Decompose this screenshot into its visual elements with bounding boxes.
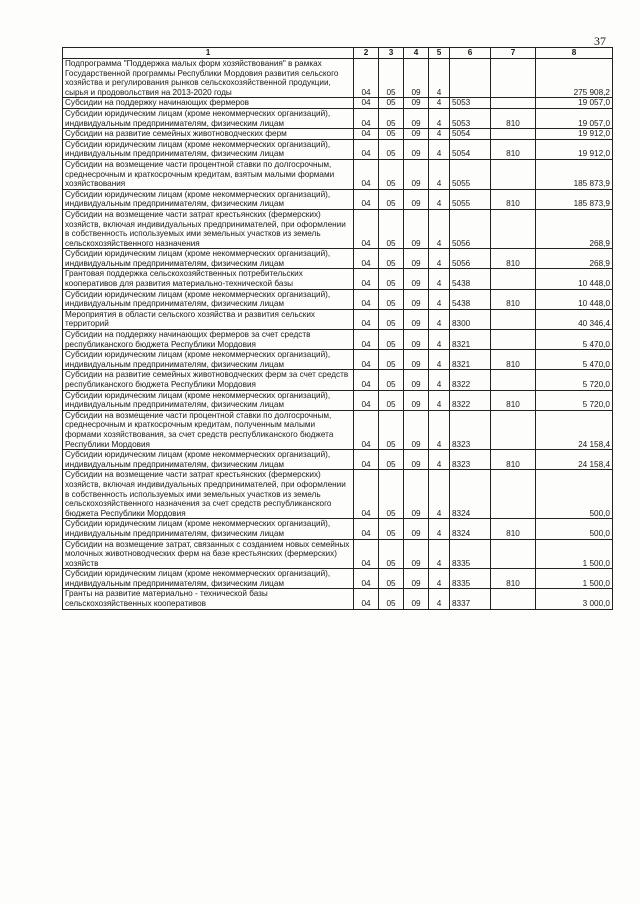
row-col-6-cell: 8324 <box>450 519 491 539</box>
row-name-cell: Субсидии юридическим лицам (кроме некоммерческих организаций), индивидуальным предпринимателям, физическим лицам <box>63 108 354 128</box>
row-col-7-cell: 810 <box>491 450 536 470</box>
row-col-3-cell: 05 <box>379 539 404 569</box>
row-col-6-cell: 5055 <box>450 189 491 209</box>
row-amount-cell: 268,9 <box>536 249 613 269</box>
row-col-6-cell: 8300 <box>450 309 491 329</box>
row-col-6-cell: 5055 <box>450 159 491 189</box>
row-col-4-cell: 09 <box>404 450 429 470</box>
row-col-5-cell: 4 <box>429 390 450 410</box>
header-col-3: 3 <box>379 48 404 59</box>
table-row <box>63 569 613 589</box>
row-col-4-cell: 09 <box>404 370 429 390</box>
row-col-2-cell: 04 <box>354 350 379 370</box>
row-col-3-cell: 05 <box>379 129 404 140</box>
row-amount-cell: 500,0 <box>536 470 613 519</box>
row-col-2-cell: 04 <box>354 249 379 269</box>
row-col-6-cell: 5054 <box>450 139 491 159</box>
row-col-6-cell <box>450 59 491 98</box>
row-name-cell: Гранты на развитие материально - технической базы сельскохозяйственных кооперативов <box>63 589 354 609</box>
row-col-4-cell: 09 <box>404 519 429 539</box>
row-col-3-cell: 05 <box>379 350 404 370</box>
table-row <box>63 330 613 350</box>
row-col-5-cell: 4 <box>429 189 450 209</box>
row-col-3-cell: 05 <box>379 249 404 269</box>
row-col-5-cell: 4 <box>429 289 450 309</box>
row-col-4-cell: 09 <box>404 189 429 209</box>
table-row <box>63 309 613 329</box>
row-name-cell: Субсидии на возмещение затрат, связанных с созданием новых семейных молочных животноводческих ферм на базе крестьянских (фермерских) хозяйств <box>63 539 354 569</box>
table-row <box>63 159 613 189</box>
row-col-6-cell: 8337 <box>450 589 491 609</box>
row-col-4-cell: 09 <box>404 159 429 189</box>
row-amount-cell: 5 470,0 <box>536 330 613 350</box>
row-col-3-cell: 05 <box>379 519 404 539</box>
row-col-3-cell: 05 <box>379 309 404 329</box>
row-name-cell: Субсидии юридическим лицам (кроме некоммерческих организаций), индивидуальным предпринимателям, физическим лицам <box>63 519 354 539</box>
row-col-7-cell <box>491 309 536 329</box>
row-col-5-cell: 4 <box>429 309 450 329</box>
row-amount-cell: 3 000,0 <box>536 589 613 609</box>
header-col-7: 7 <box>491 48 536 59</box>
row-col-3-cell: 05 <box>379 108 404 128</box>
row-col-5-cell: 4 <box>429 129 450 140</box>
row-amount-cell: 19 912,0 <box>536 129 613 140</box>
row-name-cell: Субсидии на возмещение части процентной ставки по долгосрочным, среднесрочным и краткосрочным кредитам, взятым малыми формами хозяйствования <box>63 159 354 189</box>
row-col-4-cell: 09 <box>404 410 429 449</box>
row-col-7-cell: 810 <box>491 350 536 370</box>
row-col-2-cell: 04 <box>354 159 379 189</box>
row-amount-cell: 1 500,0 <box>536 569 613 589</box>
row-col-6-cell: 5053 <box>450 98 491 109</box>
row-col-4-cell: 09 <box>404 249 429 269</box>
row-col-2-cell: 04 <box>354 390 379 410</box>
row-name-cell: Субсидии на развитие семейных животноводческих ферм <box>63 129 354 140</box>
row-col-6-cell: 5438 <box>450 269 491 289</box>
row-col-3-cell: 05 <box>379 159 404 189</box>
row-col-7-cell <box>491 59 536 98</box>
header-col-4: 4 <box>404 48 429 59</box>
row-col-6-cell: 8322 <box>450 390 491 410</box>
table-row <box>63 539 613 569</box>
row-col-3-cell: 05 <box>379 189 404 209</box>
row-col-4-cell: 09 <box>404 108 429 128</box>
row-amount-cell: 24 158,4 <box>536 450 613 470</box>
table-row <box>63 470 613 519</box>
row-col-6-cell: 5056 <box>450 249 491 269</box>
row-name-cell: Субсидии юридическим лицам (кроме некоммерческих организаций), индивидуальным предпринимателям, физическим лицам <box>63 249 354 269</box>
row-name-cell: Субсидии на возмещение части затрат крестьянских (фермерских) хозяйств, включая индивидуальных предпринимателей, при оформлении в собственность используемых ими земельных участков из земель сельскохозяйственного назначения за счет средств республиканского бюджета Республики Мордовия <box>63 470 354 519</box>
table-row <box>63 59 613 98</box>
row-col-2-cell: 04 <box>354 519 379 539</box>
row-col-5-cell: 4 <box>429 470 450 519</box>
row-col-2-cell: 04 <box>354 589 379 609</box>
table-row <box>63 519 613 539</box>
row-col-3-cell: 05 <box>379 330 404 350</box>
row-col-4-cell: 09 <box>404 209 429 248</box>
row-col-4-cell: 09 <box>404 59 429 98</box>
row-name-cell: Грантовая поддержка сельскохозяйственных потребительских кооперативов для развития материально-технической базы <box>63 269 354 289</box>
row-col-5-cell: 4 <box>429 209 450 248</box>
row-col-3-cell: 05 <box>379 209 404 248</box>
row-col-2-cell: 04 <box>354 108 379 128</box>
row-col-2-cell: 04 <box>354 209 379 248</box>
row-name-cell: Субсидии на развитие семейных животноводческих ферм за счет средств республиканского бюджета Республики Мордовия <box>63 370 354 390</box>
row-col-4-cell: 09 <box>404 289 429 309</box>
row-col-3-cell: 05 <box>379 289 404 309</box>
row-col-2-cell: 04 <box>354 139 379 159</box>
table-row <box>63 289 613 309</box>
table-row <box>63 370 613 390</box>
row-name-cell: Субсидии юридическим лицам (кроме некоммерческих организаций), индивидуальным предпринимателям, физическим лицам <box>63 450 354 470</box>
row-col-7-cell <box>491 589 536 609</box>
row-name-cell: Субсидии на возмещение части затрат крестьянских (фермерских) хозяйств, включая индивидуальных предпринимателей, при оформлении в собственность используемых ими земельных участков из земель сельскохозяйственного назначения <box>63 209 354 248</box>
row-col-3-cell: 05 <box>379 139 404 159</box>
table-row <box>63 589 613 609</box>
row-col-5-cell: 4 <box>429 450 450 470</box>
row-col-2-cell: 04 <box>354 189 379 209</box>
table-row <box>63 209 613 248</box>
budget-table <box>62 47 613 610</box>
row-col-4-cell: 09 <box>404 269 429 289</box>
row-amount-cell: 275 908,2 <box>536 59 613 98</box>
row-col-6-cell: 8323 <box>450 410 491 449</box>
row-amount-cell: 500,0 <box>536 519 613 539</box>
table-row <box>63 450 613 470</box>
row-col-2-cell: 04 <box>354 370 379 390</box>
row-name-cell: Мероприятия в области сельского хозяйства и развития сельских территорий <box>63 309 354 329</box>
row-name-cell: Субсидии юридическим лицам (кроме некоммерческих организаций), индивидуальным предпринимателям, физическим лицам <box>63 189 354 209</box>
table-row <box>63 139 613 159</box>
row-col-4-cell: 09 <box>404 470 429 519</box>
row-col-7-cell: 810 <box>491 569 536 589</box>
row-col-4-cell: 09 <box>404 589 429 609</box>
table-row <box>63 350 613 370</box>
table-row <box>63 249 613 269</box>
row-col-3-cell: 05 <box>379 370 404 390</box>
row-col-4-cell: 09 <box>404 569 429 589</box>
row-name-cell: Субсидии юридическим лицам (кроме некоммерческих организаций), индивидуальным предпринимателям, физическим лицам <box>63 350 354 370</box>
row-col-6-cell: 8321 <box>450 350 491 370</box>
table-body <box>63 59 613 610</box>
row-col-4-cell: 09 <box>404 309 429 329</box>
header-col-2: 2 <box>354 48 379 59</box>
row-amount-cell: 5 720,0 <box>536 390 613 410</box>
row-col-4-cell: 09 <box>404 330 429 350</box>
row-col-2-cell: 04 <box>354 269 379 289</box>
row-col-4-cell: 09 <box>404 139 429 159</box>
row-col-5-cell: 4 <box>429 569 450 589</box>
row-col-2-cell: 04 <box>354 470 379 519</box>
row-col-3-cell: 05 <box>379 569 404 589</box>
row-col-7-cell <box>491 539 536 569</box>
row-col-4-cell: 09 <box>404 539 429 569</box>
row-name-cell: Субсидии на поддержку начинающих фермеров за счет средств республиканского бюджета Республики Мордовия <box>63 330 354 350</box>
row-col-2-cell: 04 <box>354 450 379 470</box>
table-row <box>63 189 613 209</box>
row-col-5-cell: 4 <box>429 519 450 539</box>
row-name-cell: Субсидии на поддержку начинающих фермеров <box>63 98 354 109</box>
row-amount-cell: 19 912,0 <box>536 139 613 159</box>
row-col-2-cell: 04 <box>354 539 379 569</box>
row-amount-cell: 40 346,4 <box>536 309 613 329</box>
row-col-7-cell: 810 <box>491 189 536 209</box>
row-col-2-cell: 04 <box>354 129 379 140</box>
row-col-7-cell <box>491 470 536 519</box>
row-amount-cell: 10 448,0 <box>536 269 613 289</box>
row-col-3-cell: 05 <box>379 59 404 98</box>
row-amount-cell: 5 470,0 <box>536 350 613 370</box>
row-col-7-cell <box>491 159 536 189</box>
row-col-2-cell: 04 <box>354 98 379 109</box>
row-col-3-cell: 05 <box>379 450 404 470</box>
header-col-6: 6 <box>450 48 491 59</box>
row-col-2-cell: 04 <box>354 309 379 329</box>
table-row <box>63 269 613 289</box>
row-amount-cell: 185 873,9 <box>536 189 613 209</box>
row-col-6-cell: 8323 <box>450 450 491 470</box>
row-col-6-cell: 8335 <box>450 539 491 569</box>
row-col-5-cell: 4 <box>429 539 450 569</box>
row-col-5-cell: 4 <box>429 108 450 128</box>
row-col-6-cell: 8322 <box>450 370 491 390</box>
row-col-6-cell: 5438 <box>450 289 491 309</box>
row-col-6-cell: 8321 <box>450 330 491 350</box>
row-name-cell: Субсидии юридическим лицам (кроме некоммерческих организаций), индивидуальным предпринимателям, физическим лицам <box>63 390 354 410</box>
row-col-6-cell: 5056 <box>450 209 491 248</box>
row-col-7-cell: 810 <box>491 519 536 539</box>
row-col-2-cell: 04 <box>354 410 379 449</box>
row-col-5-cell: 4 <box>429 330 450 350</box>
table-row <box>63 410 613 449</box>
row-col-7-cell <box>491 330 536 350</box>
row-col-4-cell: 09 <box>404 390 429 410</box>
row-amount-cell: 19 057,0 <box>536 108 613 128</box>
row-col-4-cell: 09 <box>404 129 429 140</box>
row-col-3-cell: 05 <box>379 98 404 109</box>
row-col-7-cell <box>491 209 536 248</box>
row-col-5-cell: 4 <box>429 98 450 109</box>
header-col-8: 8 <box>536 48 613 59</box>
row-col-7-cell: 810 <box>491 108 536 128</box>
row-col-3-cell: 05 <box>379 390 404 410</box>
row-col-6-cell: 8324 <box>450 470 491 519</box>
row-col-5-cell: 4 <box>429 139 450 159</box>
table-row <box>63 98 613 109</box>
row-amount-cell: 10 448,0 <box>536 289 613 309</box>
row-col-7-cell: 810 <box>491 289 536 309</box>
row-amount-cell: 19 057,0 <box>536 98 613 109</box>
row-amount-cell: 185 873,9 <box>536 159 613 189</box>
row-name-cell: Субсидии на возмещение части процентной ставки по долгосрочным, среднесрочным и краткосрочным кредитам, полученным малыми формами хозяйствования, за счет средств республиканского бюджета Республики Мордовия <box>63 410 354 449</box>
row-col-2-cell: 04 <box>354 569 379 589</box>
row-col-3-cell: 05 <box>379 410 404 449</box>
row-col-5-cell: 4 <box>429 350 450 370</box>
header-col-1: 1 <box>63 48 354 59</box>
row-col-5-cell: 4 <box>429 159 450 189</box>
row-name-cell: Субсидии юридическим лицам (кроме некоммерческих организаций), индивидуальным предпринимателям, физическим лицам <box>63 139 354 159</box>
row-col-7-cell <box>491 98 536 109</box>
table-row <box>63 108 613 128</box>
row-col-6-cell: 8335 <box>450 569 491 589</box>
row-col-5-cell: 4 <box>429 59 450 98</box>
row-name-cell: Подпрограмма "Поддержка малых форм хозяйствования" в рамках Государственной программы Республики Мордовия развития сельского хозяйства и регулирования рынков сельскохозяйственной продукции, сырья и продовольствия на 2013-2020 годы <box>63 59 354 98</box>
row-col-7-cell <box>491 370 536 390</box>
row-col-7-cell <box>491 269 536 289</box>
row-name-cell: Субсидии юридическим лицам (кроме некоммерческих организаций), индивидуальным предпринимателям, физическим лицам <box>63 289 354 309</box>
row-col-6-cell: 5053 <box>450 108 491 128</box>
table-header-row <box>63 48 613 59</box>
row-amount-cell: 268,9 <box>536 209 613 248</box>
row-col-3-cell: 05 <box>379 269 404 289</box>
row-amount-cell: 24 158,4 <box>536 410 613 449</box>
row-col-3-cell: 05 <box>379 470 404 519</box>
row-col-4-cell: 09 <box>404 98 429 109</box>
row-col-7-cell: 810 <box>491 390 536 410</box>
row-amount-cell: 5 720,0 <box>536 370 613 390</box>
row-col-5-cell: 4 <box>429 370 450 390</box>
row-col-2-cell: 04 <box>354 59 379 98</box>
row-col-5-cell: 4 <box>429 410 450 449</box>
row-amount-cell: 1 500,0 <box>536 539 613 569</box>
page-number: 37 <box>594 34 606 48</box>
row-col-2-cell: 04 <box>354 289 379 309</box>
table-row <box>63 129 613 140</box>
row-col-7-cell <box>491 410 536 449</box>
row-col-7-cell <box>491 129 536 140</box>
table-row <box>63 390 613 410</box>
row-col-4-cell: 09 <box>404 350 429 370</box>
row-col-5-cell: 4 <box>429 589 450 609</box>
row-name-cell: Субсидии юридическим лицам (кроме некоммерческих организаций), индивидуальным предпринимателям, физическим лицам <box>63 569 354 589</box>
row-col-3-cell: 05 <box>379 589 404 609</box>
row-col-6-cell: 5054 <box>450 129 491 140</box>
row-col-5-cell: 4 <box>429 249 450 269</box>
header-col-5: 5 <box>429 48 450 59</box>
row-col-7-cell: 810 <box>491 139 536 159</box>
row-col-2-cell: 04 <box>354 330 379 350</box>
row-col-7-cell: 810 <box>491 249 536 269</box>
row-col-5-cell: 4 <box>429 269 450 289</box>
